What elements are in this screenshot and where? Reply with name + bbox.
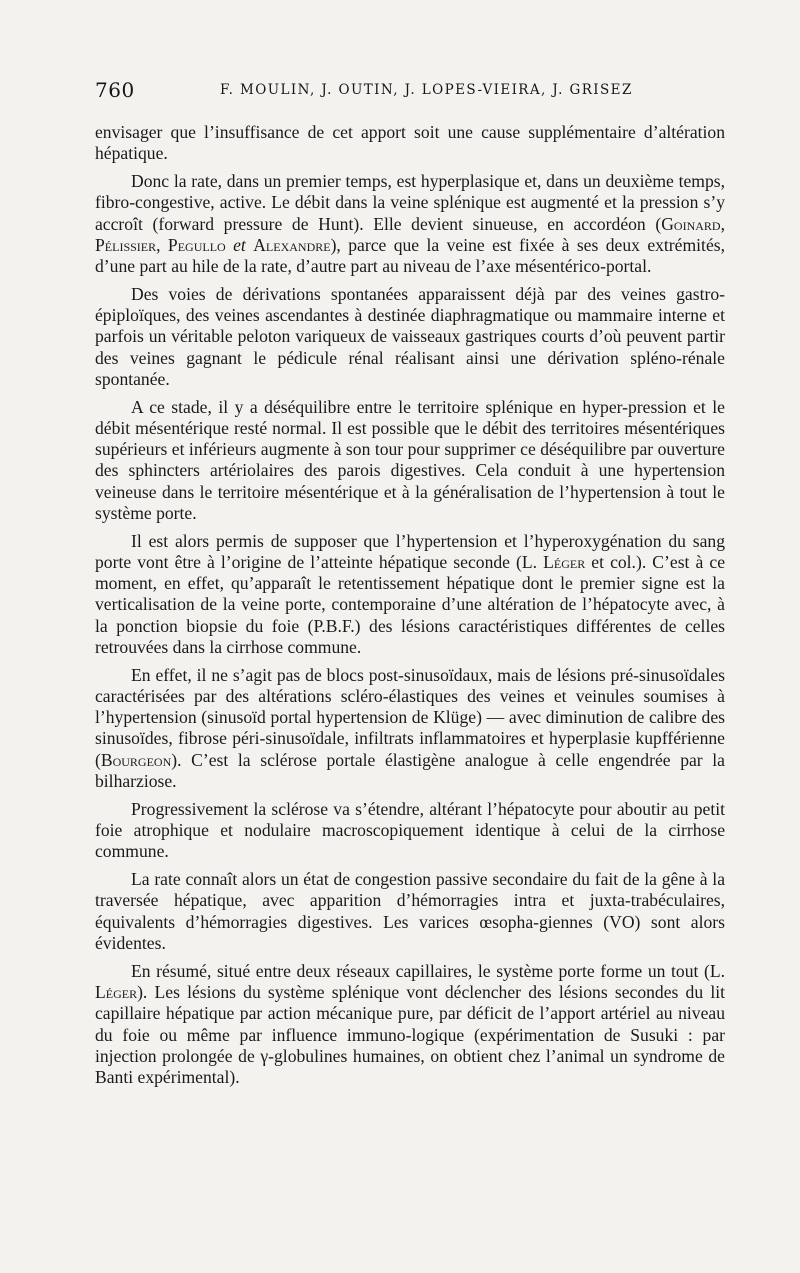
paragraph-presinusoidal-lesions bbox=[95, 665, 725, 792]
article-body bbox=[95, 122, 725, 1095]
author-name-leger: Léger bbox=[95, 982, 138, 1003]
paragraph-continuation bbox=[95, 122, 725, 164]
paragraph-text: ). Les lésions du système splénique vont déclencher des lésions secondes du lit capillaire hépatique par action mécanique pure, par déficit de l’apport artériel au niveau du foie ou même par influence immuno-logique (expérimentation de Susuki : par injection prolongée de γ-globulines humaines, on obtient chez l’animal un syndrome de Banti expérimental). bbox=[95, 982, 725, 1087]
paragraph-text: En effet, il ne s’agit pas de blocs post-sinusoïdaux, mais de lésions pré-sinusoïdales caractérisées par des altérations scléro-élastiques des veines et veinules soumises à l’hypertension (sinusoïd portal hypertension de Klüge) — avec diminution de calibre des sinusoïdes, fibrose péri-sinusoïdale, infiltrats inflammatoires et hyperplasie kupfférienne ( bbox=[95, 664, 725, 770]
paragraph-congestion bbox=[95, 869, 725, 954]
paragraph-text: ). C’est la sclérose portale élastigène analogue à celle engendrée par la bilharziose. bbox=[95, 749, 725, 791]
author-name-pegullo: Pegullo bbox=[167, 234, 226, 255]
paragraph-imbalance bbox=[95, 397, 725, 524]
paragraph-text: A ce stade, il y a déséquilibre entre le territoire splénique en hyper-pression et le débit mésentérique resté normal. Il est possible que le débit des territoires mésentériques supérieurs et inférieurs augmente à son tour pour supprimer ce déséquilibre par ouverture des sphincters artériolaires des parois digestives. Cela conduit à une hypertension veineuse dans le territoire mésentérique et à la généralisation de l’hypertension à tout le système porte. bbox=[95, 396, 725, 523]
author-name-goinard: Goinard bbox=[661, 213, 721, 234]
author-name-alexandre: Alexandre bbox=[253, 234, 331, 255]
paragraph-text: En résumé, situé entre deux réseaux capillaires, le système porte forme un tout (L. bbox=[131, 960, 725, 981]
separator: , bbox=[156, 234, 168, 255]
paragraph-text: Des voies de dérivations spontanées apparaissent déjà par des veines gastro-épiploïques, des veines ascendantes à destinée diaphragmatique ou mammaire interne et parfois un véritable peloton variqueux de vaisseaux gastriques courts d’où peuvent partir des veines gagnant le pédicule rénal réalisant ainsi une dérivation spléno-rénale spontanée. bbox=[95, 284, 725, 389]
paragraph-text: envisager que l’insuffisance de cet apport soit une cause supplémentaire d’altération hépatique. bbox=[95, 122, 725, 164]
author-name-leger: Léger bbox=[543, 552, 586, 573]
page-number: 760 bbox=[95, 78, 135, 102]
paragraph-text: et col.). C’est à ce moment, en effet, qu’apparaît le retentissement hépatique dont le premier signe est la verticalisation de la veine porte, contemporaine d’une altération de l’hépatocyte avec, à la ponction biopsie du foie (P.B.F.) des lésions caractéristiques différentes de celles retrouvées dans la cirrhose commune. bbox=[95, 552, 726, 657]
paragraph-hepatic-damage bbox=[95, 531, 725, 658]
paragraph-summary bbox=[95, 961, 725, 1088]
paragraph-spleen-stages bbox=[95, 171, 725, 277]
paragraph-text: Il est alors permis de supposer que l’hypertension et l’hyperoxygénation du sang porte vont être à l’origine de l’atteinte hépatique seconde (L. bbox=[95, 530, 725, 573]
author-name-bourgeon: Bourgeon bbox=[100, 749, 172, 770]
paragraph-text: ), parce que la veine est fixée à ses deux extrémités, d’une part au hile de la rate, d’autre part au niveau de l’axe mésentérico-portal. bbox=[95, 234, 725, 277]
paragraph-sclerosis bbox=[95, 799, 725, 863]
page-header bbox=[95, 78, 725, 104]
paragraph-derivations bbox=[95, 284, 725, 390]
separator: , bbox=[720, 213, 725, 234]
running-head-authors: F. MOULIN, J. OUTIN, J. LOPES-VIEIRA, J. GRISEZ bbox=[220, 82, 633, 98]
italic-et: et bbox=[225, 234, 254, 255]
paragraph-text: Donc la rate, dans un premier temps, est hyperplasique et, dans un deuxième temps, fibro-congestive, active. Le débit dans la veine splénique est augmenté et la pression s’y accroît (forward pressure de Hunt). Elle devient sinueuse, en accordéon ( bbox=[95, 171, 725, 234]
author-name-pelissier: Pélissier bbox=[95, 234, 157, 255]
paragraph-text: Progressivement la sclérose va s’étendre, altérant l’hépatocyte pour aboutir au petit foie atrophique et nodulaire macroscopiquement identique à celui de la cirrhose commune. bbox=[95, 798, 725, 862]
paragraph-text: La rate connaît alors un état de congestion passive secondaire du fait de la gêne à la traversée hépatique, avec apparition d’hémorragies intra et juxta-trabéculaires, équivalents d’hémorragies digestives. Les varices œsopha-giennes (VO) sont alors évidentes. bbox=[95, 869, 725, 953]
